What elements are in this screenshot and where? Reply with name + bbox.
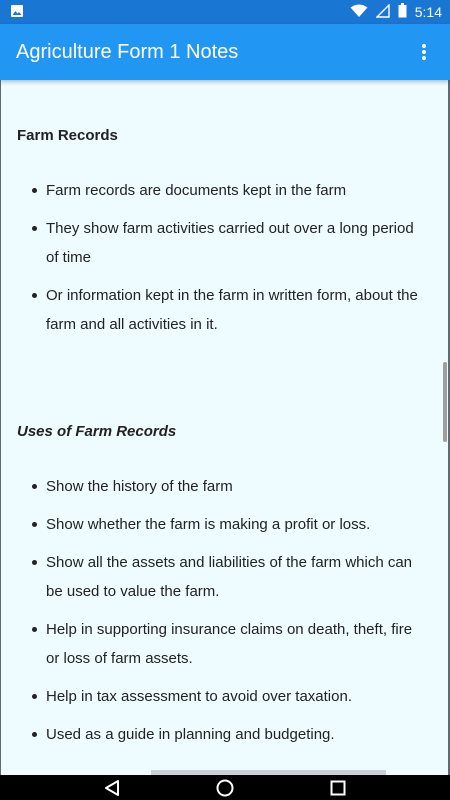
battery-icon xyxy=(398,3,407,21)
wifi-icon xyxy=(350,4,368,21)
notes-content[interactable] xyxy=(1,80,448,775)
list-item: Farm records are documents kept in the farm xyxy=(17,176,432,205)
home-icon[interactable] xyxy=(213,776,237,800)
list-item: Help in tax assessment to avoid over taxation. xyxy=(17,682,432,711)
image-icon xyxy=(10,4,24,21)
list-item: Used as a guide in planning and budgeting. xyxy=(17,720,432,749)
more-vert-icon[interactable] xyxy=(412,40,436,64)
section-title-uses-of-farm-records: Uses of Farm Records xyxy=(17,423,177,440)
list-item: Or information kept in the farm in written form, about the farm and all activities in it. xyxy=(17,281,432,339)
content-frame xyxy=(0,80,450,775)
list-item: They show farm activities carried out over a long period of time xyxy=(17,214,432,272)
list-item: Show all the assets and liabilities of the farm which can be used to value the farm. xyxy=(17,548,432,606)
scrollbar[interactable] xyxy=(443,362,447,442)
list-item: Help in supporting insurance claims on death, theft, fire or loss of farm assets. xyxy=(17,615,432,673)
list-item: Show whether the farm is making a profit or loss. xyxy=(17,510,432,539)
uses-of-farm-records-list xyxy=(17,472,432,749)
app-title: Agriculture Form 1 Notes xyxy=(16,40,239,63)
status-bar xyxy=(0,0,450,24)
status-time: 5:14 xyxy=(414,4,442,20)
back-icon[interactable] xyxy=(100,776,124,800)
list-item: Show the history of the farm xyxy=(17,472,432,501)
section-title-farm-records: Farm Records xyxy=(17,127,118,144)
nav-bar xyxy=(0,775,450,800)
recents-icon[interactable] xyxy=(326,776,350,800)
app-bar xyxy=(0,24,450,80)
signal-icon xyxy=(376,4,390,21)
farm-records-list xyxy=(17,176,432,339)
